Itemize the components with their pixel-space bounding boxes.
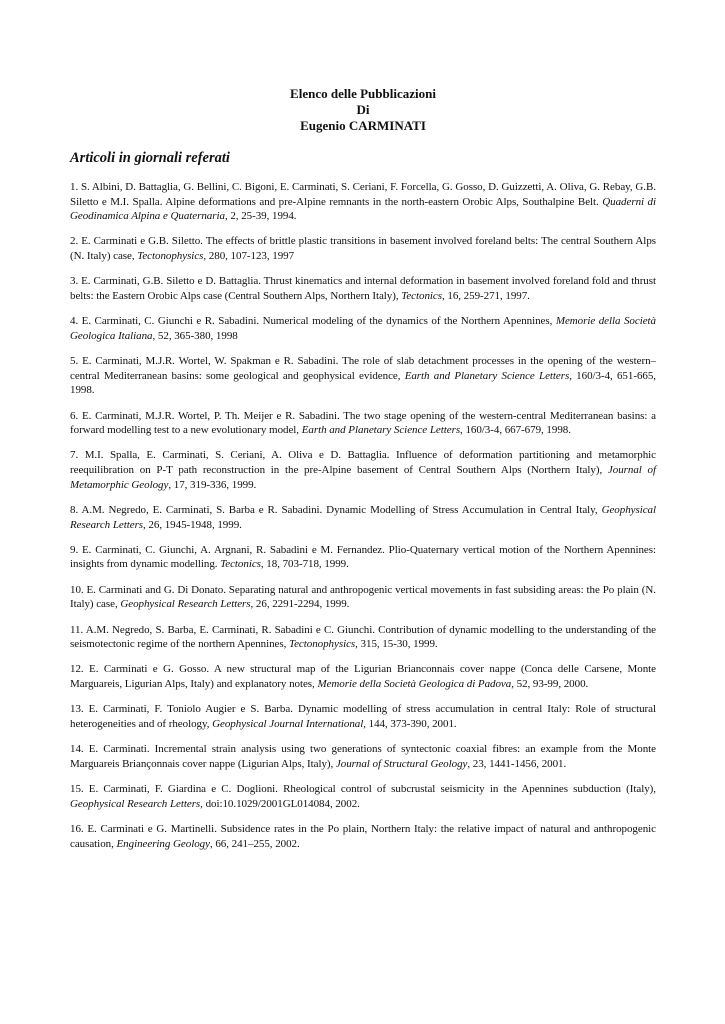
title-line-2: Di (356, 102, 370, 117)
publication-entry (70, 583, 656, 612)
entry-text: 8. A.M. Negredo, E. Carminati, S. Barba e R. Sabadini. Dynamic Modelling of Stress Accumulation in Central Italy, (70, 503, 602, 516)
publication-entry (70, 274, 656, 303)
entry-text: 3. E. Carminati, G.B. Siletto e D. Battaglia. Thrust kinematics and internal deformation in basement involved foreland fold and thrust belts: the Eastern Orobic Alps case (Central Southern Alps, Northern Italy), (70, 275, 656, 302)
publication-list (70, 180, 656, 851)
publication-entry (70, 354, 656, 398)
journal-name: Journal of Structural Geology (335, 757, 468, 770)
entry-text: 11. A.M. Negredo, S. Barba, E. Carminati, R. Sabadini e C. Giunchi. Contribution of dynamic modelling to the understanding of the seismotectonic regime of the northern Apennines, (70, 623, 656, 651)
journal-name: Memorie della Società Geologica Italiana (70, 315, 656, 342)
entry-citation: , 52, 365-380, 1998 (152, 329, 238, 342)
entry-text: 6. E. Carminati, M.J.R. Wortel, P. Th. Meijer e R. Sabadini. The two stage opening of the western-central Mediterranean basins: a forward modelling test to a new evolutionary model, (70, 409, 656, 437)
entry-text: 9. E. Carminati, C. Giunchi, A. Argnani, R. Sabadini e M. Fernandez. Plio-Quaternary vertical motion of the Northern Apennines: insights from dynamic modelling. (70, 543, 656, 571)
entry-text: 4. E. Carminati, C. Giunchi e R. Sabadini. Numerical modeling of the dynamics of the Northern Apennines, (70, 315, 556, 328)
journal-name: Earth and Planetary Science Letters (404, 369, 570, 382)
publication-entry (70, 448, 656, 492)
entry-citation: , 66, 241–255, 2002. (209, 837, 300, 850)
journal-name: Geophysical Research Letters (70, 797, 201, 810)
entry-citation: , 23, 1441-1456, 2001. (467, 757, 567, 770)
entry-text: 7. M.I. Spalla, E. Carminati, S. Ceriani, A. Oliva e D. Battaglia. Influence of deformation partitioning and metamorphic reequilibration on P-T path reconstruction in the pre-Alpine basement of Central Southern Alps (Northern Italy), (70, 449, 656, 477)
entry-text: 16. E. Carminati e G. Martinelli. Subsidence rates in the Po plain, Northern Italy: the relative impact of natural and anthropogenic causation, (70, 822, 656, 850)
entry-text: 1. S. Albini, D. Battaglia, G. Bellini, C. Bigoni, E. Carminati, S. Ceriani, F. Forcella, G. Gosso, D. Guizzetti, A. Oliva, G. Rebay, G.B. Siletto e M.I. Spalla. Alpine deformations and pre-Alpine remnants in the north-eastern Orobic Alps, Southalpine Belt. (70, 181, 656, 208)
journal-name: Tectonics (401, 289, 442, 302)
entry-text: 12. E. Carminati e G. Gosso. A new structural map of the Ligurian Brianconnais cover nappe (Conca delle Carsene, Monte Marguareis, Ligurian Alps, Italy) and explanatory notes, (70, 663, 656, 690)
publication-entry (70, 543, 656, 572)
publication-entry (70, 180, 656, 224)
entry-citation: , 26, 1945-1948, 1999. (143, 518, 242, 531)
title-line-3: Eugenio CARMINATI (300, 118, 426, 133)
entry-citation: , 160/3-4, 651-665, 1998. (70, 369, 656, 397)
journal-name: Quaderni di Geodinamica Alpina e Quaternaria (70, 195, 657, 223)
entry-citation: , 315, 15-30, 1999. (355, 638, 438, 651)
journal-name: Geophysical Research Letters (70, 503, 656, 531)
entry-text: 14. E. Carminati. Incremental strain analysis using two generations of syntectonic coaxial fibres: an example from the Monte Marguareis Briançonnais cover nappe (Ligurian Alps, Italy), (70, 743, 656, 770)
entry-citation: , 16, 259-271, 1997. (441, 289, 530, 302)
entry-text: 5. E. Carminati, M.J.R. Wortel, W. Spakman e R. Sabadini. The role of slab detachment processes in the opening of the western–central Mediterranean basins: some geological and geophysical evidence, (70, 355, 656, 382)
journal-name: Geophysical Journal International (212, 717, 364, 730)
journal-name: Earth and Planetary Science Letters (301, 424, 461, 437)
journal-name: Geophysical Research Letters (120, 598, 251, 611)
journal-name: Tectonophysics (289, 638, 356, 651)
entry-text: 10. E. Carminati and G. Di Donato. Separating natural and anthropogenic vertical movements in fast subsiding areas: the Po plain (N. Italy) case, (70, 583, 656, 611)
entry-citation: , 52, 93-99, 2000. (511, 678, 589, 690)
entry-citation: , 26, 2291-2294, 1999. (250, 598, 350, 611)
journal-name: Tectonophysics (137, 250, 204, 263)
entry-text: 2. E. Carminati e G.B. Siletto. The effects of brittle plastic transitions in basement involved foreland belts: The central Southern Alps (N. Italy) case, (70, 235, 656, 263)
entry-citation: , doi:10.1029/2001GL014084, 2002. (200, 797, 360, 810)
section-title: Articoli in giornali referati (70, 150, 230, 166)
entry-text: 15. E. Carminati, F. Giardina e C. Doglioni. Rheological control of subcrustal seismicity in the Apennines subduction (Italy), (70, 783, 656, 796)
publication-entry (70, 503, 656, 532)
entry-citation: , 17, 319-336, 1999. (168, 478, 257, 491)
publication-entry (70, 662, 656, 691)
entry-citation: , 160/3-4, 667-679, 1998. (460, 424, 571, 437)
journal-name: Tectonics (220, 558, 261, 571)
journal-name: Memorie della Società Geologica di Padova (317, 678, 512, 690)
publication-entry (70, 822, 656, 851)
entry-text: 13. E. Carminati, F. Toniolo Augier e S. Barba. Dynamic modelling of stress accumulation in central Italy: Role of structural heterogeneities and of rheology, (70, 703, 656, 730)
entry-citation: , 2, 25-39, 1994. (224, 210, 297, 223)
journal-name: Journal of Metamorphic Geology (70, 464, 657, 491)
publication-entry (70, 702, 656, 731)
publication-entry (70, 409, 656, 438)
document-title (70, 86, 656, 134)
publication-entry (70, 742, 656, 771)
title-line-1: Elenco delle Pubblicazioni (290, 86, 436, 101)
publication-entry (70, 234, 656, 263)
entry-citation: , 144, 373-390, 2001. (363, 717, 457, 730)
publication-entry (70, 623, 656, 652)
publication-entry (70, 314, 656, 343)
journal-name: Engineering Geology (116, 837, 210, 850)
entry-citation: , 18, 703-718, 1999. (260, 558, 349, 571)
entry-citation: , 280, 107-123, 1997 (203, 250, 295, 263)
document-page (70, 86, 656, 862)
publication-entry (70, 782, 656, 811)
